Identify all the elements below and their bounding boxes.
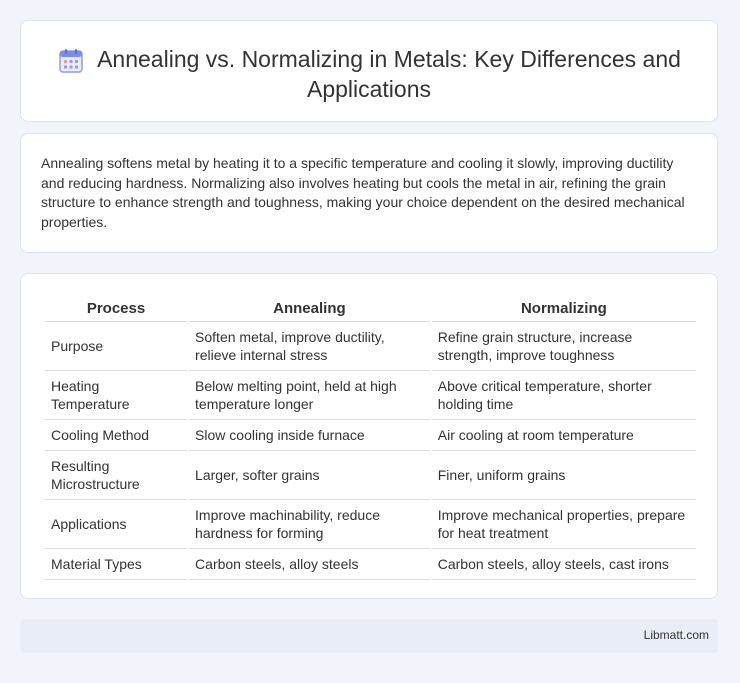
row-label: Purpose <box>45 322 187 371</box>
footer-bar <box>20 619 718 653</box>
row-label: Heating Temperature <box>45 371 187 420</box>
annealing-cell: Slow cooling inside furnace <box>189 420 430 451</box>
annealing-cell: Carbon steels, alloy steels <box>189 549 430 580</box>
header-process: Process <box>45 296 187 322</box>
table-row <box>45 451 696 500</box>
normalizing-cell: Above critical temperature, shorter holding time <box>432 371 696 420</box>
normalizing-cell: Refine grain structure, increase strength, improve toughness <box>432 322 696 371</box>
row-label: Cooling Method <box>45 420 187 451</box>
normalizing-cell: Carbon steels, alloy steels, cast irons <box>432 549 696 580</box>
header-normalizing: Normalizing <box>432 296 696 322</box>
table-row <box>45 322 696 371</box>
title-wrap <box>21 45 717 104</box>
table-row <box>45 420 696 451</box>
title-card <box>20 20 718 122</box>
normalizing-cell: Air cooling at room temperature <box>432 420 696 451</box>
page-title: Annealing vs. Normalizing in Metals: Key Differences and Applications <box>97 46 681 102</box>
intro-card <box>20 133 718 253</box>
normalizing-cell: Improve mechanical properties, prepare for heat treatment <box>432 500 696 549</box>
header-annealing: Annealing <box>189 296 430 322</box>
annealing-cell: Larger, softer grains <box>189 451 430 500</box>
comparison-table-card <box>20 273 718 599</box>
annealing-cell: Soften metal, improve ductility, relieve internal stress <box>189 322 430 371</box>
row-label: Material Types <box>45 549 187 580</box>
calendar-icon <box>57 47 85 75</box>
footer-site-link[interactable]: Libmatt.com <box>643 628 709 642</box>
normalizing-cell: Finer, uniform grains <box>432 451 696 500</box>
table-row <box>45 549 696 580</box>
annealing-cell: Below melting point, held at high temperature longer <box>189 371 430 420</box>
intro-paragraph: Annealing softens metal by heating it to a specific temperature and cooling it slowly, improving ductility and reducing hardness. Normalizing also involves heating but cools the metal in air, refining the grain structure to enhance strength and toughness, making your choice dependent on the desired mechanical properties. <box>41 155 685 230</box>
comparison-table <box>43 296 698 580</box>
table-header-row <box>45 296 696 322</box>
table-row <box>45 371 696 420</box>
table-row <box>45 500 696 549</box>
annealing-cell: Improve machinability, reduce hardness for forming <box>189 500 430 549</box>
row-label: Resulting Microstructure <box>45 451 187 500</box>
row-label: Applications <box>45 500 187 549</box>
